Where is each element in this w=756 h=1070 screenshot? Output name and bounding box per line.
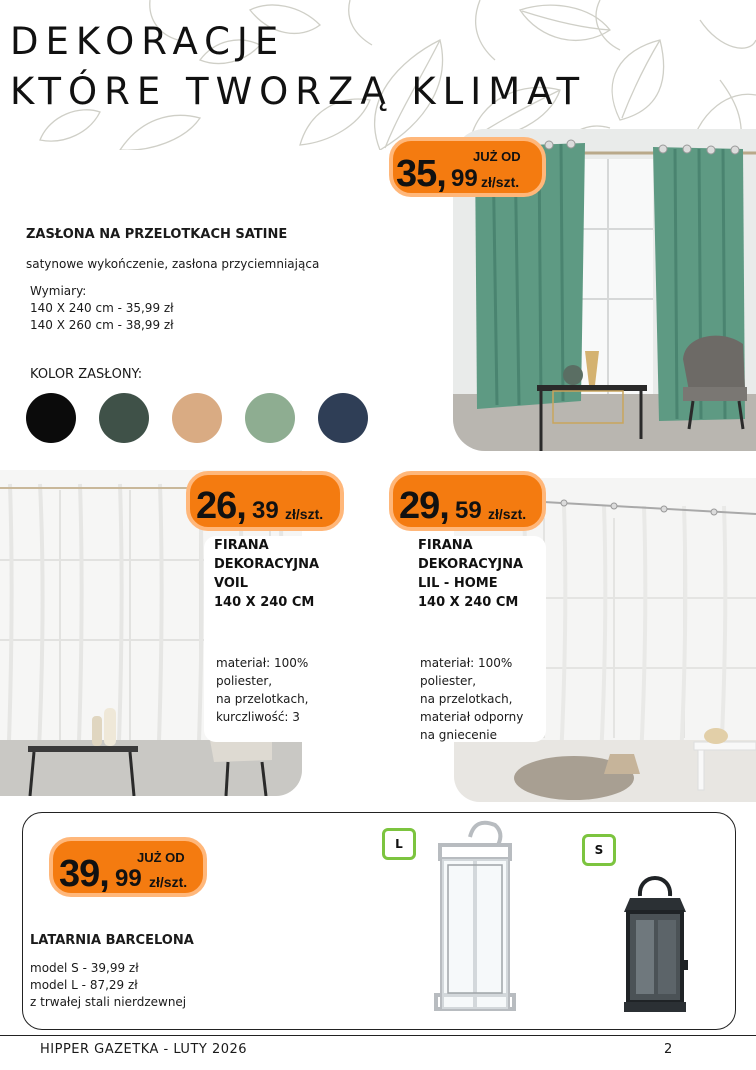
footer-divider [0,1035,756,1036]
price-decimals: 39 [252,497,279,524]
price-integer: 26, [196,485,246,527]
price-unit: zł/szt. [481,174,520,190]
price-decimals: 99 [115,865,142,892]
color-swatch-dark-green[interactable] [99,393,149,443]
price-integer: 29, [399,485,449,527]
header [0,0,756,150]
dimensions-label: Wymiary: [30,284,87,298]
price-unit: zł/szt. [285,506,324,522]
lantern-large-image [420,815,530,1020]
product-description-lil-home: materiał: 100% poliester, na przelotkach, materiał odporny na gniecenie [420,656,524,742]
color-swatch-beige[interactable] [172,393,222,443]
dimension-option-1: 140 X 240 cm - 35,99 zł [30,301,174,315]
lantern-model-s: model S - 39,99 zł [30,961,139,975]
price-decimals: 59 [455,497,482,524]
price-badge-lantern [49,837,207,897]
product-card-voil [204,536,342,742]
price-unit: zł/szt. [488,506,527,522]
product-name-satine: ZASŁONA NA PRZELOTKACH SATINE [26,227,288,242]
lantern-model-l: model L - 87,29 zł [30,978,138,992]
color-swatch-navy[interactable] [318,393,368,443]
page-title-line1: DEKORACJE [10,20,286,63]
price-badge-voil [186,471,344,531]
product-name-voil: FIRANA DEKORACYJNA VOIL 140 X 240 CM [214,538,320,610]
color-label: KOLOR ZASŁONY: [30,367,143,382]
price-from-label: JUŻ OD [473,149,521,164]
price-integer: 39, [59,853,109,895]
product-card-lil-home [408,536,546,742]
price-decimals: 99 [451,165,478,192]
page-number: 2 [664,1042,673,1057]
lantern-small-image [610,868,700,1018]
price-unit: zł/szt. [149,874,188,890]
price-integer: 35, [396,153,446,195]
price-from-label: JUŻ OD [137,850,185,865]
product-description-satine: satynowe wykończenie, zasłona przyciemniająca [26,257,320,271]
lantern-material: z trwałej stali nierdzewnej [30,995,187,1009]
product-name-lil-home: FIRANA DEKORACYJNA LIL - HOME 140 X 240 CM [418,538,524,610]
size-tag-small: S [582,834,616,866]
footer-publication: HIPPER GAZETKA - LUTY 2026 [40,1042,248,1057]
product-description-voil: materiał: 100% poliester, na przelotkach, kurczliwość: 3 [216,656,309,724]
page-title-line2: KTÓRE TWORZĄ KLIMAT [10,70,587,113]
price-badge-satine [389,137,546,197]
dimension-option-2: 140 X 260 cm - 38,99 zł [30,318,174,332]
size-tag-large: L [382,828,416,860]
product-name-lantern: LATARNIA BARCELONA [30,933,194,948]
color-swatch-sage-green[interactable] [245,393,295,443]
price-badge-lil-home [389,471,546,531]
color-swatch-black[interactable] [26,393,76,443]
